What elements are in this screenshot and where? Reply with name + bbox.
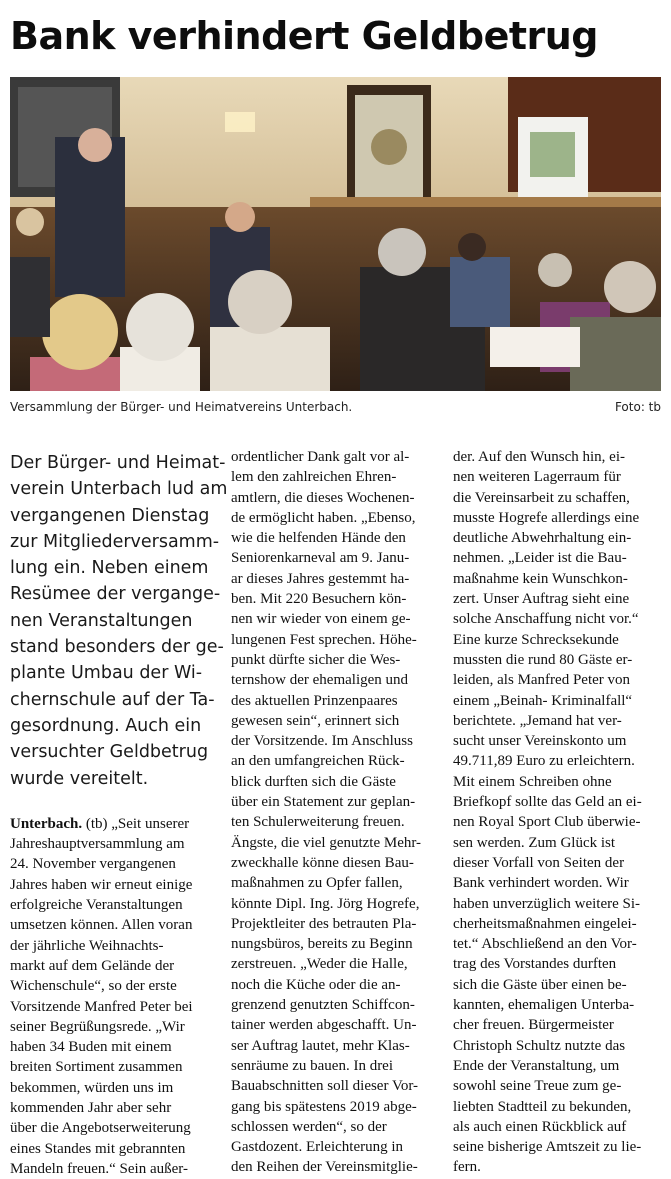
lead-line: chernschule auf der Ta-	[10, 689, 215, 710]
col1-line: erfolgreiche Veranstaltungen	[10, 897, 183, 914]
col1-line: Jahres haben wir erneut einige	[10, 876, 193, 893]
col3-line: zert. Unser Auftrag sieht eine	[453, 591, 630, 608]
col3-line: Eine kurze Schrecksekunde	[453, 631, 619, 648]
lead-line: Resümee der vergange-	[10, 584, 221, 605]
col3-line: der. Auf den Wunsch hin, ei-	[453, 449, 626, 465]
column-1	[10, 450, 228, 1179]
col3-line: einem „Beinah- Kriminalfall“	[453, 692, 633, 709]
body-paragraph-3	[453, 447, 656, 1178]
col2-line: de ermöglicht haben. „Ebenso,	[231, 509, 416, 526]
col3-line: trag des Vorstandes durften	[453, 956, 617, 973]
col1-line: umsetzen können. Allen voran	[10, 917, 193, 934]
col2-line: noch die Küche oder die an-	[231, 976, 401, 993]
lead-line: zur Mitgliederversamm-	[10, 531, 220, 552]
caption-text: Versammlung der Bürger- und Heimatvereins Unterbach.	[10, 400, 353, 414]
col1-line: Mandeln freuen.“ Sein außer-	[10, 1160, 188, 1177]
col3-line: berichtete. „Jemand hat ver-	[453, 712, 622, 729]
col3-line: liebten Stadtteil zu bekunden,	[453, 1098, 632, 1115]
lead-line: versuchter Geldbetrug	[10, 742, 209, 763]
col2-line: Projektleiter des betrauten Pla-	[231, 915, 417, 932]
col3-line: nehmen. „Leider ist die Bau-	[453, 550, 627, 567]
col2-line: ten Schulerweiterung freuen.	[231, 814, 405, 831]
col2-line: punkt dürfte sicher die Wes-	[231, 651, 401, 668]
col3-line: maßnahme kein Wunschkon-	[453, 570, 628, 587]
col2-line: Ängste, die viel genutzte Mehr-	[231, 834, 422, 851]
col3-line: Christoph Schultz nutzte das	[453, 1037, 626, 1054]
col2-line: Bauabschnitten soll dieser Vor-	[231, 1078, 419, 1095]
col2-line: maßnahmen zu Opfer fallen,	[231, 875, 403, 892]
col3-line: solche Anschaffung nicht vor.“	[453, 611, 639, 628]
column-2	[231, 447, 434, 1178]
col3-line: Briefkopf sollte das Geld an ei-	[453, 794, 642, 811]
col3-line: sich die Gäste über einen be-	[453, 976, 627, 993]
col1-line: Unterbach. (tb) „Seit unserer	[10, 815, 190, 832]
col2-line: den Reihen der Vereinsmitglie-	[231, 1159, 418, 1176]
col3-line: Mit einem Schreiben ohne	[453, 773, 612, 790]
col2-line: ordentlicher Dank galt vor al-	[231, 449, 410, 465]
col2-line: ben. Mit 220 Besuchern kön-	[231, 591, 407, 608]
col3-line: haben unverzüglich weitere Si-	[453, 895, 641, 912]
col2-line: lungenen Fest sprechen. Höhe-	[231, 631, 417, 648]
col3-line: dieser Vorfall von Seiten der	[453, 854, 625, 871]
col2-line: nungsbüros, bereits zu Beginn	[231, 936, 413, 953]
dateline: Unterbach.	[10, 815, 83, 832]
col3-line: kannten, ehemaligen Unterba-	[453, 997, 635, 1014]
col3-line: nen weiteren Lagerraum für	[453, 469, 621, 486]
lead-line: gesordnung. Auch ein	[10, 715, 202, 736]
col2-line: tainer werden abgeschafft. Un-	[231, 1017, 417, 1034]
col2-line: wie die helfenden Hände den	[231, 530, 406, 547]
column-3	[453, 447, 656, 1178]
lead-line: Der Bürger- und Heimat-	[10, 453, 226, 473]
body-paragraph-2	[231, 447, 434, 1178]
col1-line: Vorsitzende Manfred Peter bei	[10, 998, 193, 1015]
lead-line: plante Umbau der Wi-	[10, 663, 203, 684]
col1-line: eines Standes mit gebrannten	[10, 1140, 186, 1157]
col3-line: die Vereinsarbeit zu schaffen,	[453, 489, 630, 506]
col2-line: blick durften sich die Gäste	[231, 773, 396, 790]
col1-line: Wichenschule“, so der erste	[10, 978, 177, 995]
col2-line: senräume zu bauen. In drei	[231, 1057, 394, 1074]
col2-line: über ein Statement zur geplan-	[231, 794, 416, 811]
col2-line: Gastdozent. Erleichterung in	[231, 1139, 404, 1156]
col3-line: tet.“ Abschließend an den Vor-	[453, 936, 637, 953]
col2-line: ar dieses Jahres gestemmt ha-	[231, 570, 410, 587]
lead-line: wurde vereitelt.	[10, 768, 149, 789]
col2-line: lem den zahlreichen Ehren-	[231, 469, 397, 486]
col3-line: musste Hogrefe allerdings eine	[453, 509, 640, 526]
col2-line: an den umfangreichen Rück-	[231, 753, 405, 770]
col3-line: fern.	[453, 1159, 481, 1176]
col2-line: amtlern, die dieses Wochenen-	[231, 489, 415, 506]
col3-line: als auch einen Rückblick auf	[453, 1118, 627, 1135]
body-paragraph-1	[10, 814, 213, 1179]
col2-line: des aktuellen Prinzenpaares	[231, 692, 398, 709]
col3-line: cher freuen. Bürgermeister	[453, 1017, 614, 1034]
col3-line: nen Royal Sport Club überwie-	[453, 814, 641, 831]
lead-line: stand besonders der ge-	[10, 637, 224, 658]
col2-line: ser Auftrag lautet, mehr Klas-	[231, 1037, 410, 1054]
lead-line: nen Veranstaltungen	[10, 610, 193, 631]
col1-line: Jahreshauptversammlung am	[10, 836, 185, 853]
col3-line: cherheitsmaßnahmen eingelei-	[453, 915, 637, 932]
photo-credit: Foto: tb	[614, 400, 661, 414]
col3-line: sen werden. Zum Glück ist	[453, 834, 616, 851]
col3-line: sucht unser Vereinskonto um	[453, 733, 627, 750]
headline: Bank verhindert Geldbetrug	[10, 14, 599, 58]
col2-line: grenzend genutzten Schiffcon-	[231, 997, 415, 1014]
lead-paragraph	[10, 450, 228, 792]
col3-line: Bank verhindert worden. Wir	[453, 875, 629, 892]
col2-line: könnte Dipl. Ing. Jörg Hogrefe,	[231, 895, 420, 912]
col2-line: gewesen sein“, erinnert sich	[231, 712, 400, 729]
col2-line: der Vorsitzende. Im Anschluss	[231, 733, 413, 750]
col3-line: seine bisherige Amtszeit zu lie-	[453, 1139, 642, 1156]
lead-line: verein Unterbach lud am	[10, 479, 228, 500]
col2-line: gang bis spätestens 2019 abge-	[231, 1098, 417, 1115]
article-photo	[10, 77, 661, 391]
col1-line: breiten Sortiment zusammen	[10, 1059, 183, 1076]
col2-line: nen wir wieder von einem ge-	[231, 611, 411, 628]
col1-line: seiner Begrüßungsrede. „Wir	[10, 1018, 185, 1035]
col3-line: Ende der Veranstaltung, um	[453, 1057, 620, 1074]
col2-line: zerstreuen. „Weder die Halle,	[231, 956, 408, 973]
col3-line: leiden, als Manfred Peter von	[453, 672, 631, 689]
photo-caption	[10, 398, 661, 416]
col3-line: deutliche Abwehrhaltung ein-	[453, 530, 632, 547]
col2-line: zweckhalle könne diesen Bau-	[231, 854, 414, 871]
col3-line: 49.711,89 Euro zu erleichtern.	[453, 753, 635, 770]
col1-line: über die Angebotserweiterung	[10, 1120, 191, 1137]
col1-line: der jährliche Weihnachts-	[10, 937, 164, 954]
col1-line: kommenden Jahr aber sehr	[10, 1100, 172, 1117]
col2-line: ternshow der ehemaligen und	[231, 672, 409, 689]
col2-line: Seniorenkarneval am 9. Janu-	[231, 550, 410, 567]
col1-line: bekommen, würden uns im	[10, 1079, 174, 1096]
col1-line: 24. November vergangenen	[10, 856, 176, 873]
col1-line: haben 34 Buden mit einem	[10, 1039, 172, 1056]
col1-line: markt auf dem Gelände der	[10, 957, 175, 974]
col3-line: mussten die rund 80 Gäste er-	[453, 651, 633, 668]
lead-line: lung ein. Neben einem	[10, 558, 209, 579]
lead-line: vergangenen Dienstag	[10, 505, 210, 526]
col3-line: sowohl seine Treue zum ge-	[453, 1078, 622, 1095]
col2-line: schlossen werden“, so der	[231, 1118, 387, 1135]
